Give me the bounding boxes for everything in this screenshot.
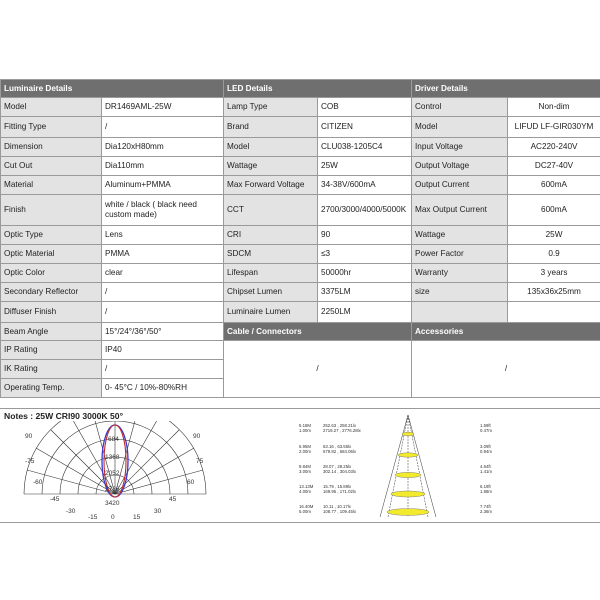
cable-value: / xyxy=(224,341,412,398)
cell-value: / xyxy=(102,117,224,138)
illum-label: 2719.27 , 2776.28lx xyxy=(323,428,361,433)
illum-label: 2.00m xyxy=(299,449,311,454)
cell-label: Fitting Type xyxy=(1,117,102,138)
cell-led-value: 2250LM xyxy=(318,302,412,323)
cell-led-value: 50000hr xyxy=(318,264,412,283)
angle-label: 45 xyxy=(169,496,177,503)
angle-label: 0 xyxy=(111,514,115,521)
illum-label: 28.07 , 28.25lx xyxy=(323,464,352,469)
illum-label: 3.00m xyxy=(299,469,311,474)
angle-label: -60 xyxy=(33,479,43,486)
illum-label: 15.79 , 15.89lx xyxy=(323,484,352,489)
cell-led-label: Brand xyxy=(224,117,318,138)
illum-label: 252.63 , 258.21lx xyxy=(323,423,356,428)
spot-1m xyxy=(402,432,414,436)
angle-label: 60 xyxy=(187,479,195,486)
illum-label: 4.00m xyxy=(299,489,311,494)
cell-led-value: CLU038-1205C4 xyxy=(318,138,412,157)
illum-label: 63.16 , 63.55lx xyxy=(323,444,352,449)
cell-value: / xyxy=(102,302,224,323)
illum-label: 169.95 , 171.02lx xyxy=(323,489,356,494)
cell-driver-value: 135x36x25mm xyxy=(508,283,600,302)
illum-label: 4.64ft xyxy=(480,464,491,469)
cell-led-label: Lifespan xyxy=(224,264,318,283)
value-label: 2736 xyxy=(105,486,120,493)
cell-led-value: 90 xyxy=(318,226,412,245)
angle-label: 15 xyxy=(133,514,141,521)
cell-led-label: CCT xyxy=(224,195,318,226)
ip-row xyxy=(1,341,600,360)
spot-4m xyxy=(391,491,425,497)
spec-row xyxy=(1,264,600,283)
cell-led-label: Wattage xyxy=(224,157,318,176)
illum-label: 6.19ft xyxy=(480,484,491,489)
cell-label: Dimension xyxy=(1,138,102,157)
cell-value: white / black ( black need custom made) xyxy=(102,195,224,226)
temp-value: 0- 45°C / 10%-80%RH xyxy=(102,379,224,398)
value-label: 684 xyxy=(108,436,119,443)
illum-label: 2.36m xyxy=(480,509,492,514)
cell-label: Secondary Reflector xyxy=(1,283,102,302)
cell-value: Dia120xH80mm xyxy=(102,138,224,157)
cell-led-value: 34-38V/600mA xyxy=(318,176,412,195)
polar-diagram xyxy=(0,421,230,521)
illum-label: 1.00m xyxy=(299,428,311,433)
cell-driver-value: LIFUD LF-GIR030YM xyxy=(508,117,600,138)
accessories-value: / xyxy=(412,341,600,398)
illum-label: 3.09ft xyxy=(480,444,491,449)
cell-driver-value: 25W xyxy=(508,226,600,245)
illum-label: 13.13M xyxy=(299,484,314,489)
cell-driver-value xyxy=(508,302,600,323)
cell-driver-value: DC27-40V xyxy=(508,157,600,176)
angle-label: 75 xyxy=(196,458,204,465)
spot-2m xyxy=(398,453,418,457)
illuminance-diagram xyxy=(265,415,585,520)
luminaire-header: Luminaire Details xyxy=(1,80,224,98)
cell-led-value: 25W xyxy=(318,157,412,176)
cell-driver-label: size xyxy=(412,283,508,302)
illum-label: 9.84M xyxy=(299,464,311,469)
accessories-header: Accessories xyxy=(412,323,600,341)
cell-driver-label: Wattage xyxy=(412,226,508,245)
cell-led-value: COB xyxy=(318,98,412,117)
value-label: 1368 xyxy=(105,454,120,461)
cable-header: Cable / Connectors xyxy=(224,323,412,341)
angle-label: -75 xyxy=(25,458,35,465)
driver-header: Driver Details xyxy=(412,80,600,98)
spec-row xyxy=(1,302,600,323)
cell-driver-label: Power Factor xyxy=(412,245,508,264)
cell-label: Material xyxy=(1,176,102,195)
ip-label: IP Rating xyxy=(1,341,102,360)
ik-value: / xyxy=(102,360,224,379)
cell-label: Finish xyxy=(1,195,102,226)
illum-label: 108.77 , 109.45lx xyxy=(323,509,356,514)
cell-value: PMMA xyxy=(102,245,224,264)
angle-label: 30 xyxy=(154,508,162,515)
illum-label: 1.41m xyxy=(480,469,492,474)
cell-driver-label: Control xyxy=(412,98,508,117)
cell-led-value: ≤3 xyxy=(318,245,412,264)
cell-led-value: 2700/3000/4000/5000K xyxy=(318,195,412,226)
cell-led-value: CITIZEN xyxy=(318,117,412,138)
cell-label: Diffuser Finish xyxy=(1,302,102,323)
spec-row xyxy=(1,226,600,245)
cell-led-label: Max Forward Voltage xyxy=(224,176,318,195)
cell-driver-label: Input Voltage xyxy=(412,138,508,157)
cell-value: Aluminum+PMMA xyxy=(102,176,224,195)
cell-led-label: Chipset Lumen xyxy=(224,283,318,302)
spec-row xyxy=(1,138,600,157)
cell-led-label: Lamp Type xyxy=(224,98,318,117)
illum-label: 5.00m xyxy=(299,509,311,514)
cell-driver-label: Model xyxy=(412,117,508,138)
angle-label: -45 xyxy=(50,496,60,503)
cell-driver-label xyxy=(412,302,508,323)
spec-row xyxy=(1,195,600,226)
cell-label: Optic Color xyxy=(1,264,102,283)
beam-value: 15°/24°/36°/50° xyxy=(102,323,224,341)
cell-driver-label: Max Output Current xyxy=(412,195,508,226)
cell-label: Cut Out xyxy=(1,157,102,176)
cell-driver-value: 0.9 xyxy=(508,245,600,264)
spec-row xyxy=(1,176,600,195)
spec-rows xyxy=(1,98,600,323)
value-label: 2052 xyxy=(105,470,120,477)
cell-driver-value: 600mA xyxy=(508,195,600,226)
cell-led-label: Model xyxy=(224,138,318,157)
beam-label: Beam Angle xyxy=(1,323,102,341)
cell-driver-label: Output Voltage xyxy=(412,157,508,176)
notes-text: Notes : 25W CRI90 3000K 50° xyxy=(4,411,124,421)
cell-driver-label: Output Current xyxy=(412,176,508,195)
cell-value: Lens xyxy=(102,226,224,245)
cell-value: clear xyxy=(102,264,224,283)
temp-label: Operating Temp. xyxy=(1,379,102,398)
illum-label: 0.47m xyxy=(480,428,492,433)
illum-label: 6.95M xyxy=(299,444,311,449)
illum-label: 16.40M xyxy=(299,504,314,509)
illum-label: 302.14 , 304.03lx xyxy=(323,469,356,474)
spec-table xyxy=(0,79,600,398)
spec-row xyxy=(1,157,600,176)
cell-driver-value: AC220-240V xyxy=(508,138,600,157)
cell-value: / xyxy=(102,283,224,302)
cell-label: Optic Type xyxy=(1,226,102,245)
ik-label: IK Rating xyxy=(1,360,102,379)
spot-3m xyxy=(395,472,421,477)
header-row xyxy=(1,80,600,98)
illum-label: 1.59ft xyxy=(480,423,491,428)
cell-driver-label: Warranty xyxy=(412,264,508,283)
illum-label: 10.11 , 10.17lx xyxy=(323,504,351,509)
angle-label: 90 xyxy=(193,433,201,440)
cell-label: Optic Material xyxy=(1,245,102,264)
cell-led-value: 3375LM xyxy=(318,283,412,302)
cell-value: DR1469AML-25W xyxy=(102,98,224,117)
cell-label: Model xyxy=(1,98,102,117)
cell-led-label: Luminaire Lumen xyxy=(224,302,318,323)
cell-driver-value: 600mA xyxy=(508,176,600,195)
illum-label: 7.74ft xyxy=(480,504,491,509)
subheader-row xyxy=(1,323,600,341)
illum-label: 679.82 , 684.06lx xyxy=(323,449,356,454)
ip-value: IP40 xyxy=(102,341,224,360)
spec-row xyxy=(1,283,600,302)
angle-label: -30 xyxy=(66,508,76,515)
notes-section xyxy=(0,408,600,523)
cell-driver-value: Non-dim xyxy=(508,98,600,117)
spec-row xyxy=(1,245,600,264)
spec-row xyxy=(1,117,600,138)
led-header: LED Details xyxy=(224,80,412,98)
cell-driver-value: 3 years xyxy=(508,264,600,283)
angle-label: 90 xyxy=(25,433,33,440)
angle-label: -15 xyxy=(88,514,98,521)
cell-value: Dia110mm xyxy=(102,157,224,176)
spec-row xyxy=(1,98,600,117)
illum-label: 5.18M xyxy=(299,423,311,428)
cell-led-label: CRI xyxy=(224,226,318,245)
spec-sheet xyxy=(0,79,600,521)
cell-led-label: SDCM xyxy=(224,245,318,264)
spot-5m xyxy=(387,509,429,516)
value-label: 3420 xyxy=(105,500,120,507)
illum-label: 1.88m xyxy=(480,489,492,494)
illum-label: 0.94m xyxy=(480,449,492,454)
